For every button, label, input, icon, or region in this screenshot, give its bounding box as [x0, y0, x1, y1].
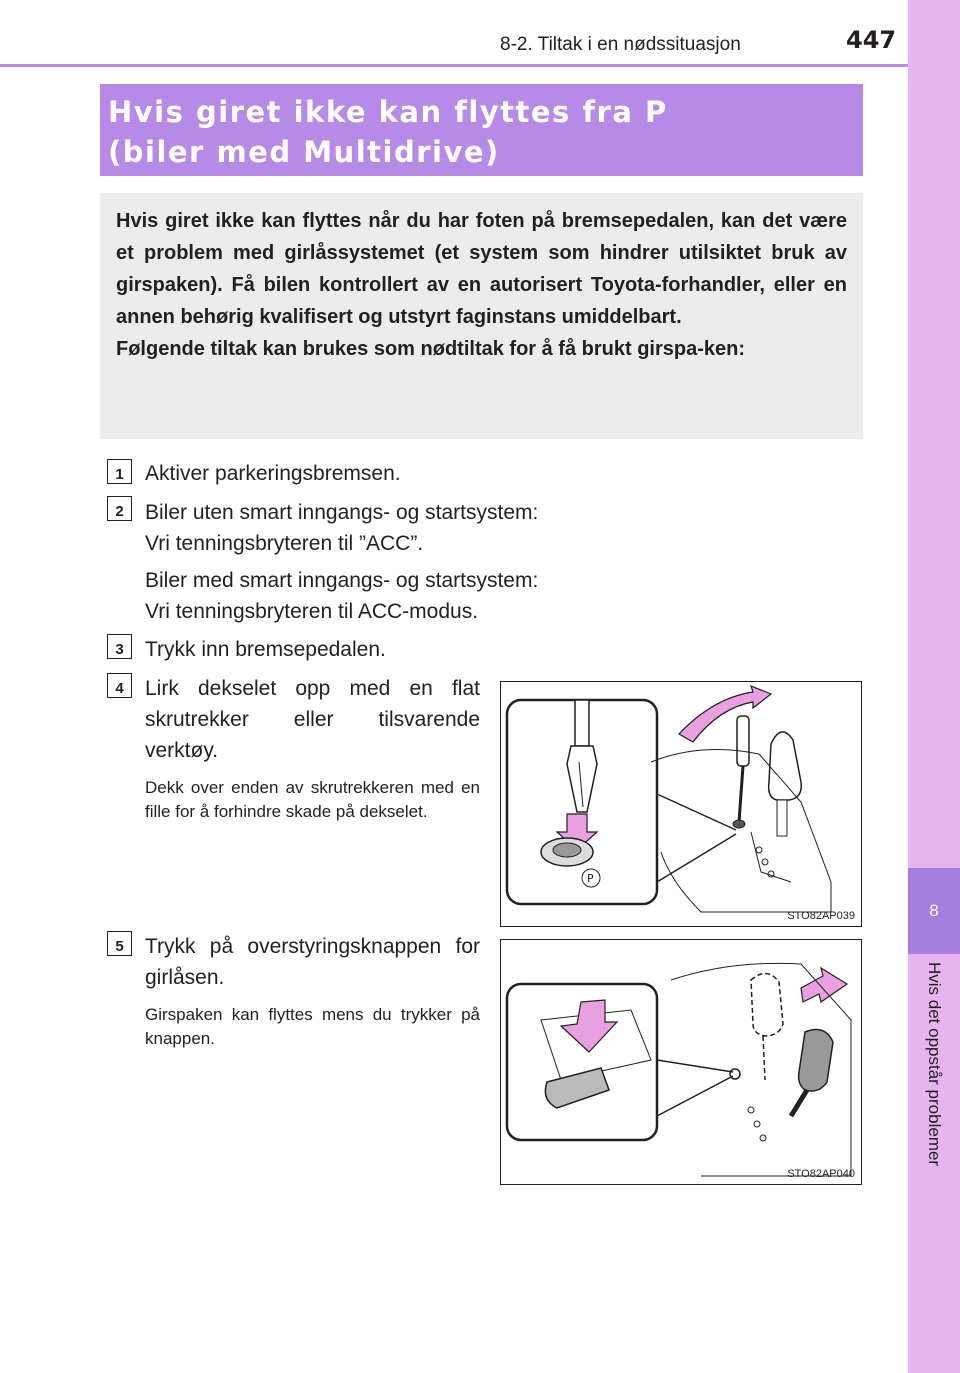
chapter-title[interactable]: Hvis det oppstår problemer [925, 962, 944, 1167]
figure-1-illustration [501, 682, 861, 926]
move-arrow-icon [801, 968, 847, 1002]
gear-shifter-moved-icon [791, 1030, 833, 1116]
figure-1-code: STO82AP039 [787, 910, 855, 922]
figure-2-code: STO82AP040 [787, 1168, 855, 1180]
step-number-2: 2 [107, 496, 132, 521]
step-5-note: Girspaken kan flyttes mens du trykker på knappen. [145, 1005, 480, 1048]
svg-text:P: P [587, 872, 594, 885]
figure-override-button [500, 939, 862, 1185]
step-2-line-4: Vri tenningsbryteren til ACC-modus. [145, 600, 479, 623]
step-number-4: 4 [107, 673, 132, 698]
page-number: 447 [846, 26, 897, 54]
header-divider [0, 64, 908, 67]
step-4-note: Dekk over enden av skrutrekkeren med en fille for å forhindre skade på dekselet. [145, 778, 480, 821]
intro-paragraph-2: Følgende tiltak kan brukes som nødtiltak for å få brukt girspa-ken: [116, 338, 746, 360]
figure-override-cover [500, 681, 862, 927]
screwdriver-icon [567, 700, 597, 812]
title-line-1: Hvis giret ikke kan flyttes fra P [108, 95, 668, 129]
step-1-text: Aktiver parkeringsbremsen. [145, 462, 401, 485]
step-3-text: Trykk inn bremsepedalen. [145, 638, 386, 661]
screwdriver-small-icon [733, 716, 749, 828]
step-2-line-1: Biler uten smart inngangs- og startsystem: [145, 501, 539, 524]
intro-box [100, 193, 863, 439]
chapter-number[interactable]: 8 [908, 868, 960, 954]
figure-2-illustration [501, 940, 861, 1184]
step-number-5: 5 [107, 931, 132, 956]
press-arrow-icon-2 [561, 1000, 617, 1052]
step-number-1: 1 [107, 459, 132, 484]
step-2-line-3: Biler med smart inngangs- og startsystem: [145, 569, 539, 592]
step-5-text: Trykk på overstyringsknappen for girlåsen. [145, 935, 480, 989]
intro-paragraph-1: Hvis giret ikke kan flyttes når du har foten på bremsepedalen, kan det være et problem med girlåssystemet (et system som hindrer utilsiktet bruk av girspaken). Få bilen kontrollert av en autorisert Toyota-forhandler, eller en annen behørig kvalifisert og utstyrt faginstans umiddelbart. [116, 210, 847, 328]
title-bar [100, 84, 863, 176]
lift-arrow-icon [679, 686, 771, 742]
step-number-3: 3 [107, 634, 132, 659]
section-heading: 8-2. Tiltak i en nødssituasjon [500, 34, 741, 55]
title-line-2: (biler med Multidrive) [108, 135, 500, 169]
override-button-icon [545, 1068, 609, 1108]
gear-shifter-ghost-icon [751, 973, 783, 1080]
step-4-text: Lirk dekselet opp med en flat skrutrekker eller tilsvarende verktøy. [145, 677, 480, 762]
step-2-line-2: Vri tenningsbryteren til ”ACC”. [145, 532, 424, 555]
